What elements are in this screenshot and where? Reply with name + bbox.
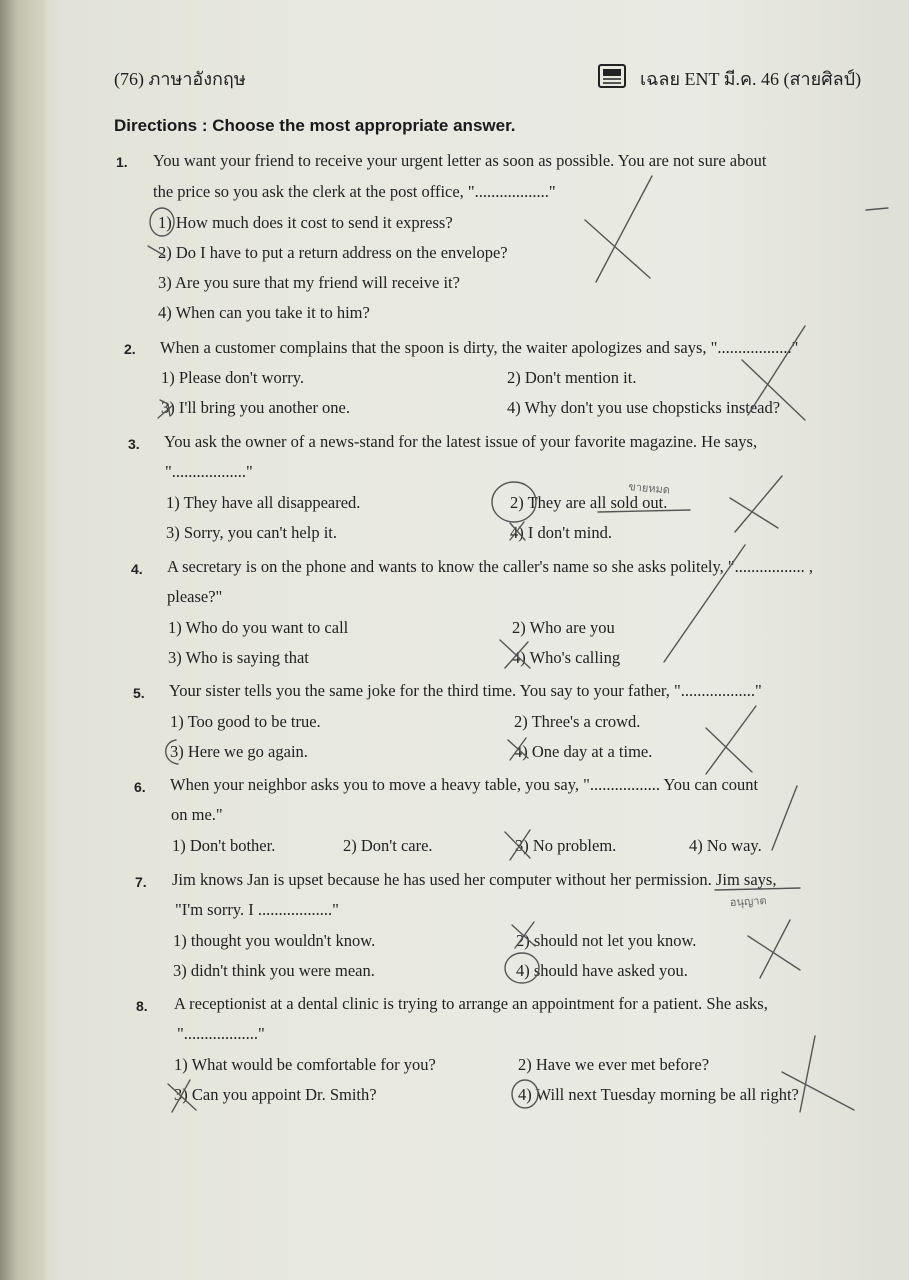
answer-option: 1) Who do you want to call [168, 618, 349, 637]
page-number-subject: (76) ภาษาอังกฤษ [114, 69, 246, 89]
answer-option: 4) Will next Tuesday morning be all right? [518, 1085, 799, 1104]
answer-option: 3) Can you appoint Dr. Smith? [174, 1085, 377, 1104]
long-stroke [772, 786, 797, 850]
tick-mark [158, 400, 172, 418]
question-text: Your sister tells you the same joke for the third time. You say to your father, ".................." [169, 681, 762, 700]
x-mark [500, 640, 530, 668]
x-mark [730, 476, 782, 532]
question-number: 8. [136, 998, 148, 1014]
answer-option: 4) Why don't you use chopsticks instead? [507, 398, 781, 417]
x-mark [510, 522, 525, 540]
answer-option: 3) Sorry, you can't help it. [166, 523, 337, 542]
tick-mark [148, 246, 165, 256]
answer-option: 1) thought you wouldn't know. [173, 931, 376, 950]
x-mark [782, 1036, 854, 1112]
answer-circle [166, 740, 178, 764]
answer-option: 3) Who is saying that [168, 648, 309, 667]
x-mark [748, 920, 800, 978]
answer-option: 2) They are all sold out. [510, 493, 668, 512]
question-text: When your neighbor asks you to move a heavy table, you say, "................. You can count [170, 775, 759, 794]
x-mark [168, 1080, 196, 1112]
answer-option: 2) Three's a crowd. [514, 712, 641, 731]
x-mark [706, 706, 756, 774]
answer-option: 2) should not let you know. [516, 931, 697, 950]
question-number: 5. [133, 685, 145, 701]
question-text: ".................." [177, 1024, 265, 1043]
answer-circle [512, 1080, 538, 1108]
long-stroke [664, 545, 745, 662]
answer-option: 1) How much does it cost to send it express? [158, 213, 453, 232]
directions-heading: Directions : Choose the most appropriate answer. [114, 116, 516, 135]
answer-option: 1) They have all disappeared. [166, 493, 361, 512]
answer-option: 2) Don't mention it. [507, 368, 637, 387]
question-text: ".................." [165, 462, 253, 481]
question-number: 4. [131, 561, 143, 577]
answer-option: 3) Are you sure that my friend will receive it? [158, 273, 460, 292]
answer-option: 1) What would be comfortable for you? [174, 1055, 436, 1074]
big-x-mark [585, 176, 652, 282]
answer-option: 2) Do I have to put a return address on the envelope? [158, 243, 508, 262]
question-text: When a customer complains that the spoon is dirty, the waiter apologizes and says, ".................." [160, 338, 799, 357]
answer-option: 4) I don't mind. [510, 523, 612, 542]
x-mark [508, 738, 528, 760]
answer-option: 2) Who are you [512, 618, 615, 637]
question-text: please?" [167, 587, 223, 606]
question-number: 6. [134, 779, 146, 795]
handwritten-note: ขายหมด [627, 480, 671, 497]
question-text: Jim knows Jan is upset because he has used her computer without her permission. Jim says, [172, 870, 777, 889]
answer-option: 3) I'll bring you another one. [161, 398, 351, 417]
answer-option: 4) One day at a time. [514, 742, 653, 761]
x-mark [505, 830, 530, 860]
question-number: 2. [124, 341, 136, 357]
answer-option: 1) Don't bother. [172, 836, 276, 855]
answer-circle [150, 208, 174, 236]
question-text: A receptionist at a dental clinic is trying to arrange an appointment for a patient. She asks, [174, 994, 768, 1013]
answer-option: 1) Too good to be true. [170, 712, 321, 731]
answer-option: 4) No way. [689, 836, 762, 855]
handwritten-note: อนุญาต [729, 894, 767, 909]
answer-option: 1) Please don't worry. [161, 368, 305, 387]
header-answer-key-title: เฉลย ENT มี.ค. 46 (สายศิลป์) [640, 69, 862, 89]
underline-mark [715, 888, 800, 890]
question-text: the price so you ask the clerk at the post office, ".................." [153, 182, 556, 201]
question-number: 7. [135, 874, 147, 890]
question-number: 3. [128, 436, 140, 452]
answer-option: 3) No problem. [515, 836, 617, 855]
answer-option: 3) Here we go again. [170, 742, 308, 761]
question-number: 1. [116, 154, 128, 170]
question-text: A secretary is on the phone and wants to know the caller's name so she asks politely, "................. , [167, 557, 814, 576]
answer-option: 3) didn't think you were mean. [173, 961, 375, 980]
answer-option: 4) should have asked you. [516, 961, 688, 980]
answer-option: 4) Who's calling [512, 648, 621, 667]
question-text: You ask the owner of a news-stand for the latest issue of your favorite magazine. He says, [164, 432, 758, 451]
question-text: You want your friend to receive your urgent letter as soon as possible. You are not sure about [153, 151, 767, 170]
dash-mark [866, 208, 888, 210]
question-text: "I'm sorry. I .................." [175, 900, 339, 919]
answer-circle [505, 953, 539, 983]
answer-option: 2) Don't care. [343, 836, 433, 855]
x-mark [512, 922, 535, 948]
answer-circle [492, 482, 536, 522]
answer-option: 2) Have we ever met before? [518, 1055, 710, 1074]
question-text: on me." [171, 805, 223, 824]
answer-option: 4) When can you take it to him? [158, 303, 370, 322]
underline-mark [598, 510, 690, 512]
x-mark [742, 326, 805, 420]
